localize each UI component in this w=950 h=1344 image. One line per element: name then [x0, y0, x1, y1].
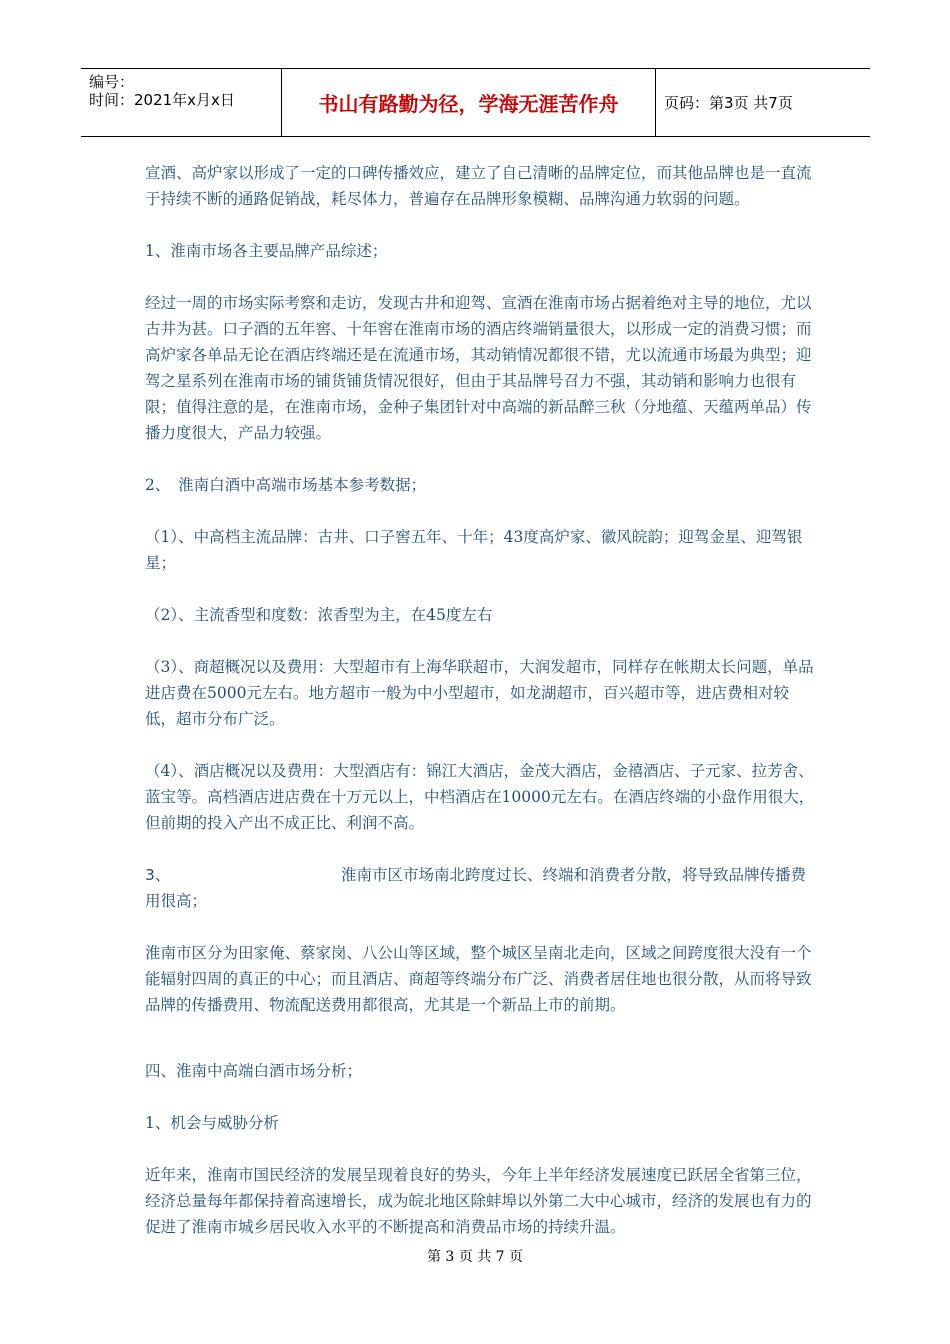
id-label: 编号： — [89, 73, 135, 91]
section-heading: 1、淮南市场各主要品牌产品综述； — [145, 242, 388, 260]
section-item-3 — [145, 862, 815, 914]
header-meta — [81, 69, 282, 136]
list-item: （1）、中高档主流品牌：古井、口子窖五年、十年；43度高炉家、徽风皖韵；迎驾金星、迎驾银星； — [145, 528, 803, 572]
paragraph: 近年来，淮南市国民经济的发展呈现着良好的势头，今年上半年经济发展速度已跃居全省第三位，经济总量每年都保持着高速增长，成为皖北地区除蚌埠以外第二大中心城市，经济的发展也有力的促进了淮南市城乡居民收入水平的不断提高和消费品市场的持续升温。 — [145, 1166, 812, 1236]
list-item: （2）、主流香型和度数：浓香型为主，在45度左右 — [145, 606, 493, 624]
document-body — [145, 160, 815, 1240]
paragraph: 淮南市区分为田家俺、蔡家岗、八公山等区域，整个城区呈南北走向，区域之间跨度很大没有一个能辐射四周的真正的中心；而且酒店、商超等终端分布广泛、消费者居住地也很分散，从而将导致品牌的传播费用、物流配送费用都很高，尤其是一个新品上市的前期。 — [145, 944, 812, 1014]
section-heading: 2、 淮南白酒中高端市场基本参考数据； — [145, 476, 427, 494]
header-page-label: 页码：第3页 共7页 — [664, 94, 793, 112]
chapter-heading: 四、淮南中高端白酒市场分析； — [145, 1062, 363, 1080]
section-heading: 1、机会与威胁分析 — [145, 1114, 279, 1132]
paragraph: 宣酒、高炉家以形成了一定的口碑传播效应，建立了自己清晰的品牌定位，而其他品牌也是一直流于持续不断的通路促销战，耗尽体力，普遍存在品牌形象模糊、品牌沟通力软弱的问题。 — [145, 164, 812, 208]
time-label: 时间：2021年x月x日 — [89, 91, 235, 109]
item-text: 淮南市区市场南北跨度过长、终端和消费者分散，将导致品牌传播费用很高； — [145, 866, 807, 910]
header-motto: 书山有路勤为径，学海无涯苦作舟 — [282, 69, 656, 136]
list-item: （3）、商超概况以及费用：大型超市有上海华联超市，大润发超市，同样存在帐期太长问题，单品进店费在5000元左右。地方超市一般为中小型超市，如龙湖超市，百兴超市等，进店费相对较低，超市分布广泛。 — [145, 658, 814, 728]
item-number: 3、 — [145, 866, 171, 884]
list-item: （4）、酒店概况以及费用：大型酒店有：锦江大酒店，金茂大酒店，金禧酒店、子元家、拉芳舍、蓝宝等。高档酒店进店费在十万元以上，中档酒店在10000元左右。在酒店终端的小盘作用很大，但前期的投入产出不成正比、利润不高。 — [145, 762, 815, 832]
page-header — [81, 68, 870, 137]
paragraph: 经过一周的市场实际考察和走访，发现古井和迎驾、宣酒在淮南市场占据着绝对主导的地位，尤以古井为甚。口子酒的五年窖、十年窖在淮南市场的酒店终端销量很大，以形成一定的消费习惯；而高炉家各单品无论在酒店终端还是在流通市场，其动销情况都很不错，尤以流通市场最为典型；迎驾之星系列在淮南市场的铺货铺货情况很好，但由于其品牌号召力不强，其动销和影响力也很有限；值得注意的是，在淮南市场，金种子集团针对中高端的新品醉三秋（分地蕴、天蕴两单品）传播力度很大，产品力较强。 — [145, 294, 812, 442]
page-footer: 第 3 页 共 7 页 — [426, 1249, 524, 1265]
